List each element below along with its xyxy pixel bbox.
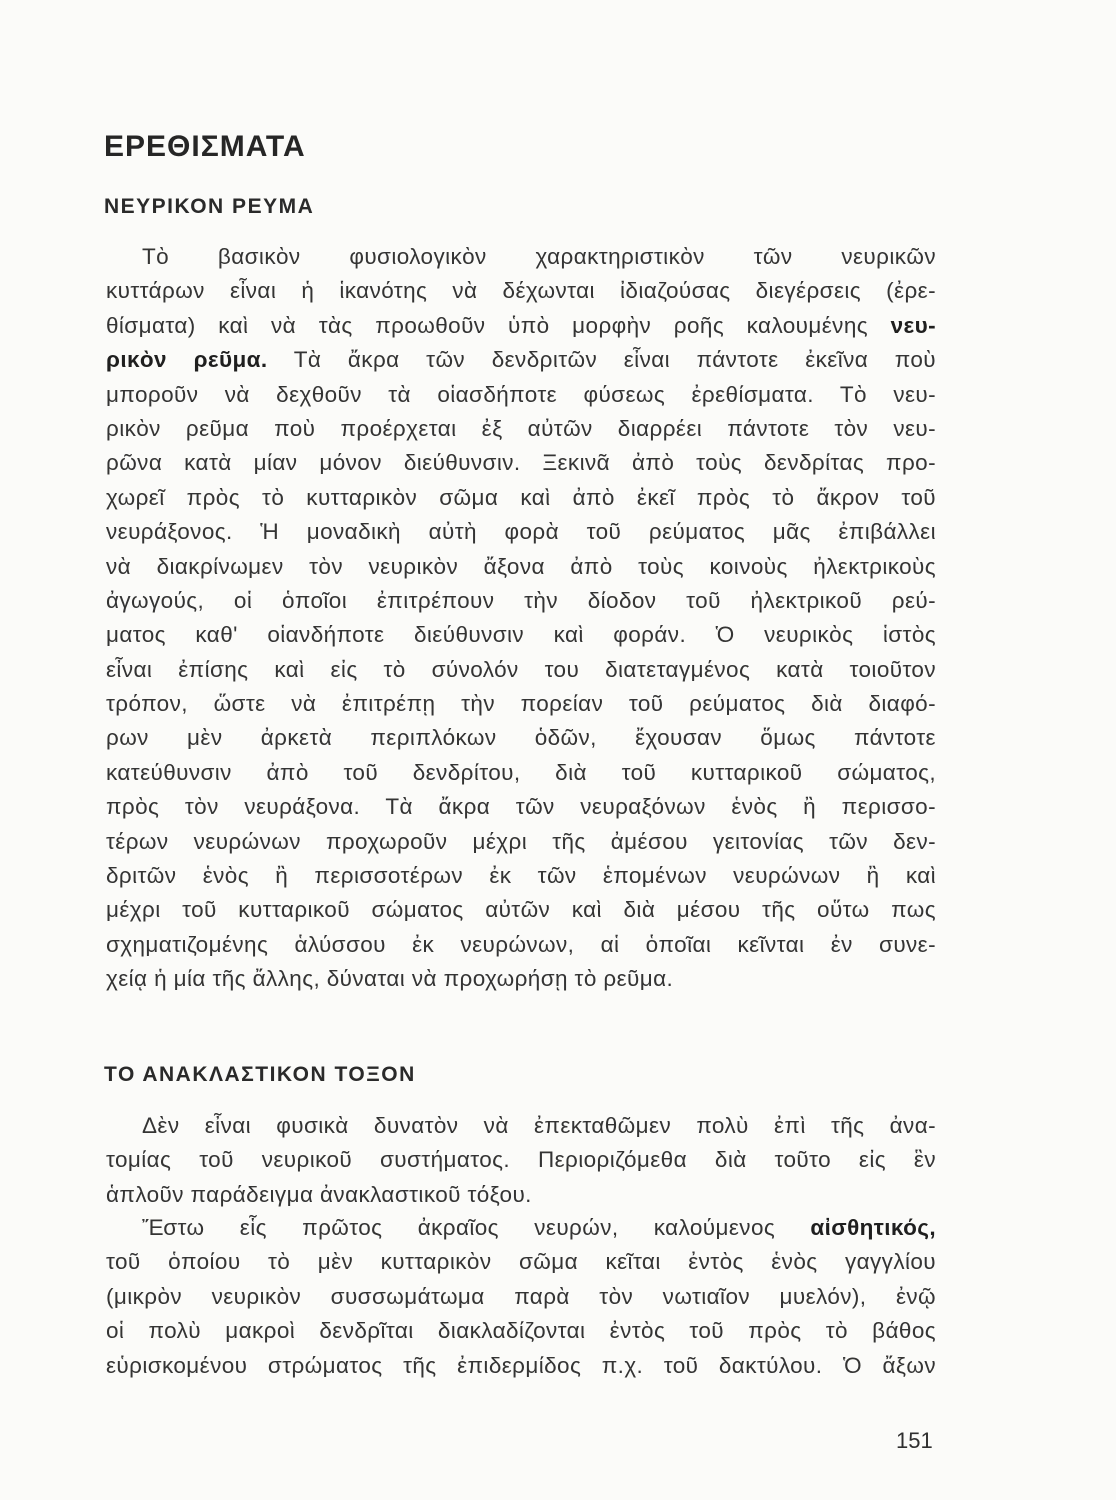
text-segment: νὰ διακρίνωμεν τὸν νευρικὸν ἄξονα ἀπὸ τοὺς κοινοὺς ἠλεκτρικοὺς	[106, 553, 936, 579]
text-segment: μποροῦν νὰ δεχθοῦν τὰ οἱασδήποτε φύσεως ἐρεθίσματα. Τὸ νευ-	[106, 381, 936, 407]
text-segment: κυττάρων εἶναι ἡ ἱκανότης νὰ δέχωνται ἰδιαζούσας διεγέρσεις (ἐρε-	[106, 278, 936, 304]
text-line	[106, 1109, 936, 1143]
text-line	[106, 1314, 936, 1348]
text-line	[106, 412, 936, 446]
text-line	[106, 825, 936, 859]
text-line	[106, 1245, 936, 1279]
text-line	[106, 721, 936, 755]
bold-term: νευ-	[890, 312, 936, 338]
text-line	[106, 687, 936, 721]
text-segment: ρικὸν ρεῦμα ποὺ προέρχεται ἐξ αὐτῶν διαρρέει πάντοτε τὸν νευ-	[106, 415, 936, 441]
text-segment: εὑρισκομένου στρώματος τῆς ἐπιδερμίδος π.χ. τοῦ δακτύλου. Ὁ ἄξων	[106, 1352, 936, 1378]
section-reflex-arc-paragraph-1	[106, 1109, 936, 1212]
text-segment: πρὸς τὸν νευράξονα. Τὰ ἄκρα τῶν νευραξόνων ἑνὸς ἢ περισσο-	[106, 794, 936, 820]
text-line	[106, 1349, 936, 1383]
text-line	[106, 618, 936, 652]
text-segment: (μικρὸν νευρικὸν συσσωμάτωμα παρὰ τὸν νωτιαῖον μυελόν), ἐνῷ	[106, 1283, 936, 1309]
text-segment: μέχρι τοῦ κυτταρικοῦ σώματος αὐτῶν καὶ διὰ μέσου τῆς οὕτω πως	[106, 897, 936, 923]
text-segment: Ἔστω εἷς πρῶτος ἀκραῖος νευρών, καλούμενος	[142, 1215, 811, 1240]
text-segment: τέρων νευρώνων προχωροῦν μέχρι τῆς ἀμέσου γειτονίας τῶν δεν-	[106, 828, 936, 854]
text-line	[106, 378, 936, 412]
text-line	[106, 274, 936, 308]
text-segment: τομίας τοῦ νευρικοῦ συστήματος. Περιοριζόμεθα διὰ τοῦτο εἰς ἓν	[106, 1147, 936, 1173]
text-segment: οἱ πολὺ μακροὶ δενδρῖται διακλαδίζονται ἐντὸς τοῦ πρὸς τὸ βάθος	[106, 1318, 936, 1344]
text-segment: ἀγωγούς, οἱ ὁποῖοι ἐπιτρέπουν τὴν δίοδον τοῦ ἠλεκτρικοῦ ρεύ-	[106, 587, 936, 613]
text-line	[106, 240, 936, 274]
section-neural-current-text	[106, 240, 936, 997]
chapter-title: ΕΡΕΘΙΣΜΑΤΑ	[104, 130, 306, 163]
text-segment: Δὲν εἶναι φυσικὰ δυνατὸν νὰ ἐπεκταθῶμεν πολὺ ἐπὶ τῆς ἀνα-	[142, 1113, 936, 1138]
text-line	[106, 653, 936, 687]
text-line	[106, 1178, 936, 1212]
bold-term: αἰσθητικός,	[810, 1215, 936, 1240]
text-segment: χείᾳ ἡ μία τῆς ἄλλης, δύναται νὰ προχωρήσῃ τὸ ρεῦμα.	[106, 966, 674, 992]
text-segment: κατεύθυνσιν ἀπὸ τοῦ δενδρίτου, διὰ τοῦ κυτταρικοῦ σώματος,	[106, 759, 936, 785]
text-segment: ρων μὲν ἀρκετὰ περιπλόκων ὁδῶν, ἔχουσαν ὅμως πάντοτε	[106, 725, 936, 751]
text-segment: ματος καθ' οἱανδήποτε διεύθυνσιν καὶ φοράν. Ὁ νευρικὸς ἱστὸς	[106, 622, 936, 648]
text-line	[106, 481, 936, 515]
text-line	[106, 962, 936, 996]
section-title-neural-current: ΝΕΥΡΙΚΟΝ ΡΕΥΜΑ	[104, 195, 315, 218]
text-segment: ρῶνα κατὰ μίαν μόνον διεύθυνσιν. Ξεκινᾶ ἀπὸ τοὺς δενδρίτας προ-	[106, 450, 936, 476]
text-line	[106, 584, 936, 618]
text-line	[106, 756, 936, 790]
text-line	[106, 790, 936, 824]
text-segment: χωρεῖ πρὸς τὸ κυτταρικὸν σῶμα καὶ ἀπὸ ἐκεῖ πρὸς τὸ ἄκρον τοῦ	[106, 484, 936, 510]
text-line	[106, 893, 936, 927]
page-number: 151	[896, 1428, 933, 1453]
text-line	[106, 1280, 936, 1314]
text-segment: Τὰ ἄκρα τῶν δενδριτῶν εἶναι πάντοτε ἐκεῖνα ποὺ	[267, 347, 936, 373]
text-line	[106, 550, 936, 584]
text-line	[106, 928, 936, 962]
text-line	[106, 309, 936, 343]
text-segment: εἶναι ἐπίσης καὶ εἰς τὸ σύνολόν του διατεταγμένος κατὰ τοιοῦτον	[106, 656, 936, 682]
text-segment: ἁπλοῦν παράδειγμα ἀνακλαστικοῦ τόξου.	[106, 1181, 532, 1207]
text-segment: Τὸ βασικὸν φυσιολογικὸν χαρακτηριστικὸν τῶν νευρικῶν	[142, 244, 936, 269]
text-line	[106, 515, 936, 549]
text-segment: νευράξονος. Ἡ μοναδικὴ αὐτὴ φορὰ τοῦ ρεύματος μᾶς ἐπιβάλλει	[106, 519, 936, 545]
bold-term: ρικὸν ρεῦμα.	[106, 347, 268, 373]
section-reflex-arc-paragraph-2	[106, 1211, 936, 1383]
text-line	[106, 343, 936, 377]
text-line	[106, 859, 936, 893]
text-segment: τοῦ ὁποίου τὸ μὲν κυτταρικὸν σῶμα κεῖται ἐντὸς ἑνὸς γαγγλίου	[106, 1249, 936, 1275]
text-line	[106, 1143, 936, 1177]
text-line	[106, 446, 936, 480]
text-segment: δριτῶν ἑνὸς ἢ περισσοτέρων ἐκ τῶν ἑπομένων νευρώνων ἢ καὶ	[106, 863, 936, 889]
text-segment: θίσματα) καὶ νὰ τὰς προωθοῦν ὑπὸ μορφὴν ροῆς καλουμένης	[106, 312, 891, 338]
text-segment: σχηματιζομένης ἁλύσσου ἐκ νευρώνων, αἱ ὁποῖαι κεῖνται ἐν συνε-	[106, 931, 936, 957]
section-title-reflex-arc: ΤΟ ΑΝΑΚΛΑΣΤΙΚΟΝ ΤΟΞΟΝ	[104, 1063, 416, 1086]
text-segment: τρόπον, ὥστε νὰ ἐπιτρέπῃ τὴν πορείαν τοῦ ρεύματος διὰ διαφό-	[106, 691, 936, 717]
text-line	[106, 1211, 936, 1245]
